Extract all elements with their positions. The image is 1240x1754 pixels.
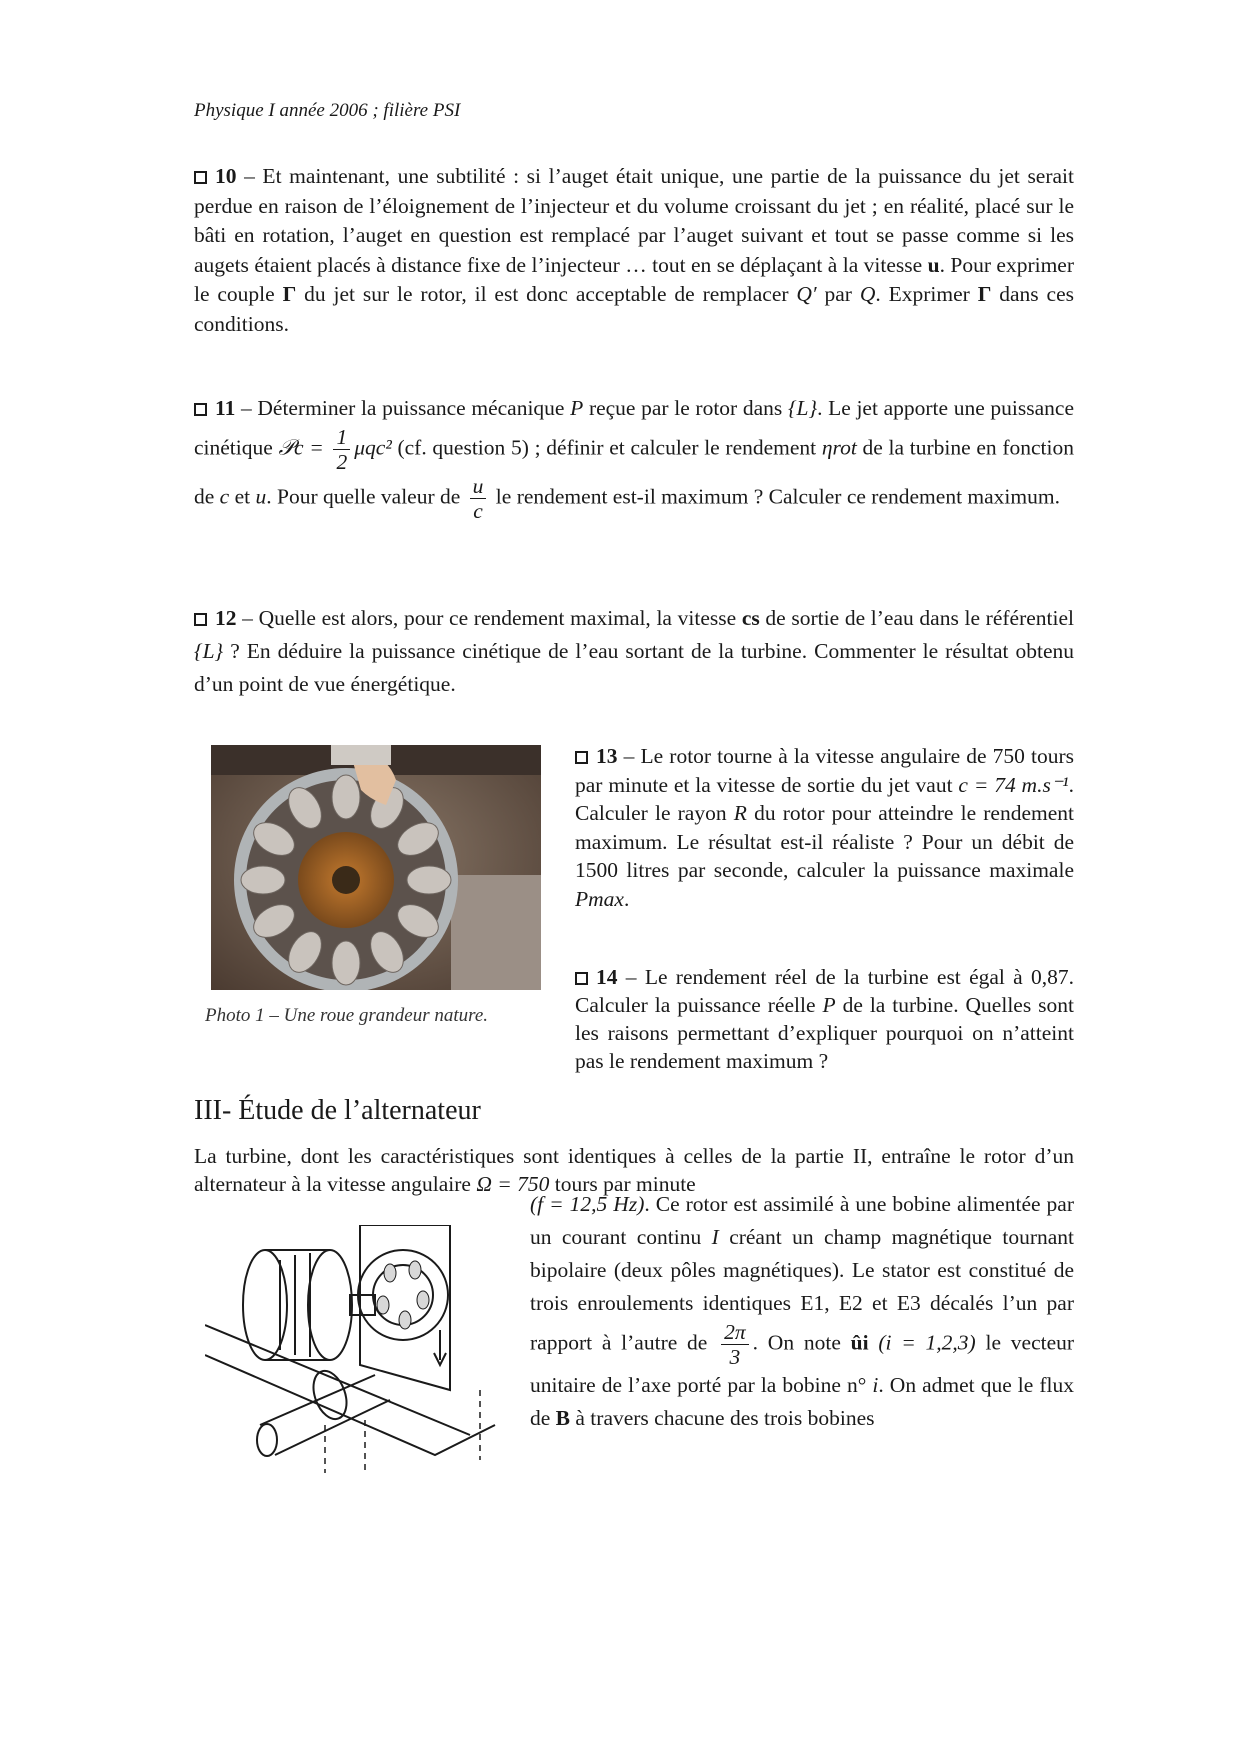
pelton-wheel-image [211, 745, 541, 990]
section-3-body: (f = 12,5 Hz). Ce rotor est assimilé à une bobine alimentée par un courant continu I créant un champ magnétique tournant bipolaire (deux pôles magnétiques). Le stator est constitué de trois enroulements identiques E1, E2 et E3 décalés l’un par rapport à l’autre de $\frac{2\pi}{3}$ . On note ûi (i = 1,2,3) le vecteur unitaire de l’axe porté par la bobine n° i. On admet que le flux de B à travers chacune des trois bobines [530, 1192, 1075, 1430]
photo-caption: Photo 1 – Une roue grandeur nature. [205, 1005, 489, 1026]
turbine-wheel-photo [211, 745, 541, 990]
question-12: 12 – Quelle est alors, pour ce rendement maximal, la vitesse cs de sortie de l’eau dans le référentiel {L} ? En déduire la puissance cinétique de l’eau sortant de la turbine. Commenter le résultat obtenu d’un point de vue énergétique. [194, 606, 1074, 696]
section-3-intro: La turbine, dont les caractéristiques sont identiques à celles de la partie II, entraîne le rotor d’un alternateur à la vitesse angulaire Ω = 750 tours par minute [194, 1144, 1074, 1196]
checkbox-icon [194, 171, 207, 184]
fraction-u-over-c: $\frac{u}{c}$ [470, 474, 487, 523]
question-13: 13 – Le rotor tourne à la vitesse angulaire de 750 tours par minute et la vitesse de sortie du jet vaut c = 74 m.s⁻¹. Calculer le rayon R du rotor pour atteindre le rendement maximum. Le résultat est-il réaliste ? Pour un débit de 1500 litres par seconde, calculer la puissance maximale Pmax. [575, 744, 1075, 911]
question-14: 14 – Le rendement réel de la turbine est égal à 0,87. Calculer la puissance réelle P de la turbine. Quelles sont les raisons permettant d’expliquer pourquoi on n’atteint pas le rendement maximum ? [575, 965, 1075, 1073]
alternator-turbine-drawing [205, 1225, 500, 1475]
fraction-two-pi-over-three: $\frac{2\pi}{3}$ [721, 1320, 749, 1369]
section-title: III- Étude de l’alternateur [194, 1095, 481, 1126]
question-number: 10 [215, 164, 237, 188]
question-number: 14 [596, 965, 618, 989]
checkbox-icon [194, 613, 207, 626]
question-number: 11 [215, 396, 236, 420]
question-number: 13 [596, 744, 618, 768]
checkbox-icon [575, 972, 588, 985]
checkbox-icon [194, 403, 207, 416]
checkbox-icon [575, 751, 588, 764]
question-11: 11 – Déterminer la puissance mécanique P reçue par le rotor dans {L}. Le jet apporte une puissance cinétique 𝒫c = $\frac{1}{2}$ μqc² (cf. question 5) ; définir et calculer le rendement ηrot de la turbine en fonction de c et u. Pour quelle valeur de $\frac{u}{c}$ le rendement est-il maximum ? Calculer ce rendement maximum. [194, 396, 1075, 523]
question-10: 10 – Et maintenant, une subtilité : si l’auget était unique, une partie de la puissance du jet serait perdue en raison de l’éloignement de l’injecteur et du volume croissant du jet ; en réalité, placé sur le bâti en rotation, l’auget en question est remplacé par l’auget suivant et tout se passe comme si les augets étaient placés à distance fixe de l’injecteur … tout en se déplaçant à la vitesse u. Pour exprimer le couple Γ du jet sur le rotor, il est donc acceptable de remplacer Q′ par Q. Exprimer Γ dans ces conditions. [194, 164, 1075, 336]
page-header: Physique I année 2006 ; filière PSI [194, 100, 461, 121]
question-number: 12 [215, 606, 237, 630]
fraction-one-half: $\frac{1}{2}$ [333, 425, 350, 474]
turbine-alternator-sketch [205, 1225, 500, 1475]
